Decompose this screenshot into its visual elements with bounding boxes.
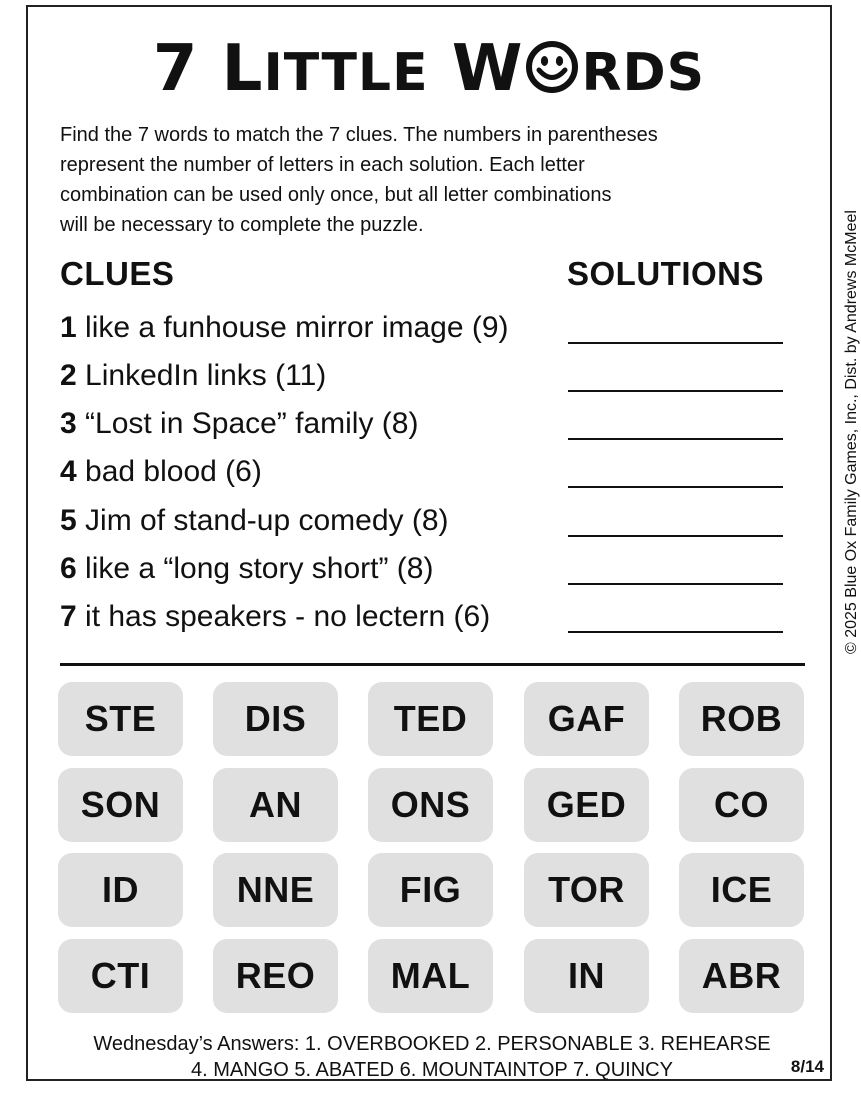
letter-tile[interactable]: DIS	[213, 682, 338, 756]
letter-tile[interactable]: ROB	[679, 682, 804, 756]
instructions-line: will be necessary to complete the puzzle.	[60, 214, 424, 236]
letter-tile[interactable]: GED	[524, 768, 649, 842]
letter-tile[interactable]: NNE	[213, 853, 338, 927]
letter-tile[interactable]: CO	[679, 768, 804, 842]
letter-tile[interactable]: ID	[58, 853, 183, 927]
letter-tile[interactable]: TED	[368, 682, 493, 756]
clue-6: 6 like a “long story short” (8)	[60, 552, 434, 585]
title-word-words: W RDS	[451, 32, 706, 106]
letter-tile[interactable]: GAF	[524, 682, 649, 756]
title-number: 7	[152, 32, 199, 106]
title-word-little: LITTLE	[221, 32, 429, 106]
divider	[60, 663, 805, 666]
letter-tile[interactable]: FIG	[368, 853, 493, 927]
copyright-notice: © 2025 Blue Ox Family Games, Inc., Dist. by Andrews McMeel	[843, 210, 860, 654]
instructions	[60, 120, 820, 240]
clue-4: 4 bad blood (6)	[60, 455, 262, 488]
letter-tile[interactable]: ONS	[368, 768, 493, 842]
solution-blank-1[interactable]	[568, 342, 783, 344]
answers-line-2: 4. MANGO 5. ABATED 6. MOUNTAINTOP 7. QUINCY	[191, 1059, 673, 1081]
date-code: 8/14	[790, 1057, 824, 1076]
solutions-header: SOLUTIONS	[567, 255, 765, 292]
instructions-line: Find the 7 words to match the 7 clues. The numbers in parentheses	[60, 124, 658, 146]
answers-line-1: Wednesday’s Answers: 1. OVERBOOKED 2. PERSONABLE 3. REHEARSE	[93, 1033, 771, 1055]
solution-blank-4[interactable]	[568, 486, 783, 488]
letter-tile[interactable]: AN	[213, 768, 338, 842]
letter-tile[interactable]: REO	[213, 939, 338, 1013]
letter-tile[interactable]: ABR	[679, 939, 804, 1013]
solution-blank-3[interactable]	[568, 438, 783, 440]
clue-5: 5 Jim of stand-up comedy (8)	[60, 504, 449, 537]
letter-tile[interactable]: SON	[58, 768, 183, 842]
clue-1: 1 like a funhouse mirror image (9)	[60, 311, 509, 344]
solution-blank-7[interactable]	[568, 631, 783, 633]
puzzle-title	[28, 29, 830, 113]
letter-tile[interactable]: ICE	[679, 853, 804, 927]
clue-7: 7 it has speakers - no lectern (6)	[60, 600, 491, 633]
solution-blank-2[interactable]	[568, 390, 783, 392]
letter-tile[interactable]: MAL	[368, 939, 493, 1013]
puzzle-panel	[26, 5, 860, 1081]
letter-tile[interactable]: IN	[524, 939, 649, 1013]
letter-tile[interactable]: CTI	[58, 939, 183, 1013]
solution-blank-6[interactable]	[568, 583, 783, 585]
previous-answers	[36, 1031, 828, 1083]
letter-tile[interactable]: TOR	[524, 853, 649, 927]
clues-header: CLUES	[60, 255, 175, 292]
clue-3: 3 “Lost in Space” family (8)	[60, 407, 419, 440]
letter-tile-grid	[58, 682, 806, 1014]
instructions-line: combination can be used only once, but all letter combinations	[60, 184, 612, 206]
instructions-line: represent the number of letters in each solution. Each letter	[60, 154, 585, 176]
solution-blank-5[interactable]	[568, 535, 783, 537]
letter-tile[interactable]: STE	[58, 682, 183, 756]
smiley-face-icon	[524, 38, 580, 94]
clue-2: 2 LinkedIn links (11)	[60, 359, 327, 392]
